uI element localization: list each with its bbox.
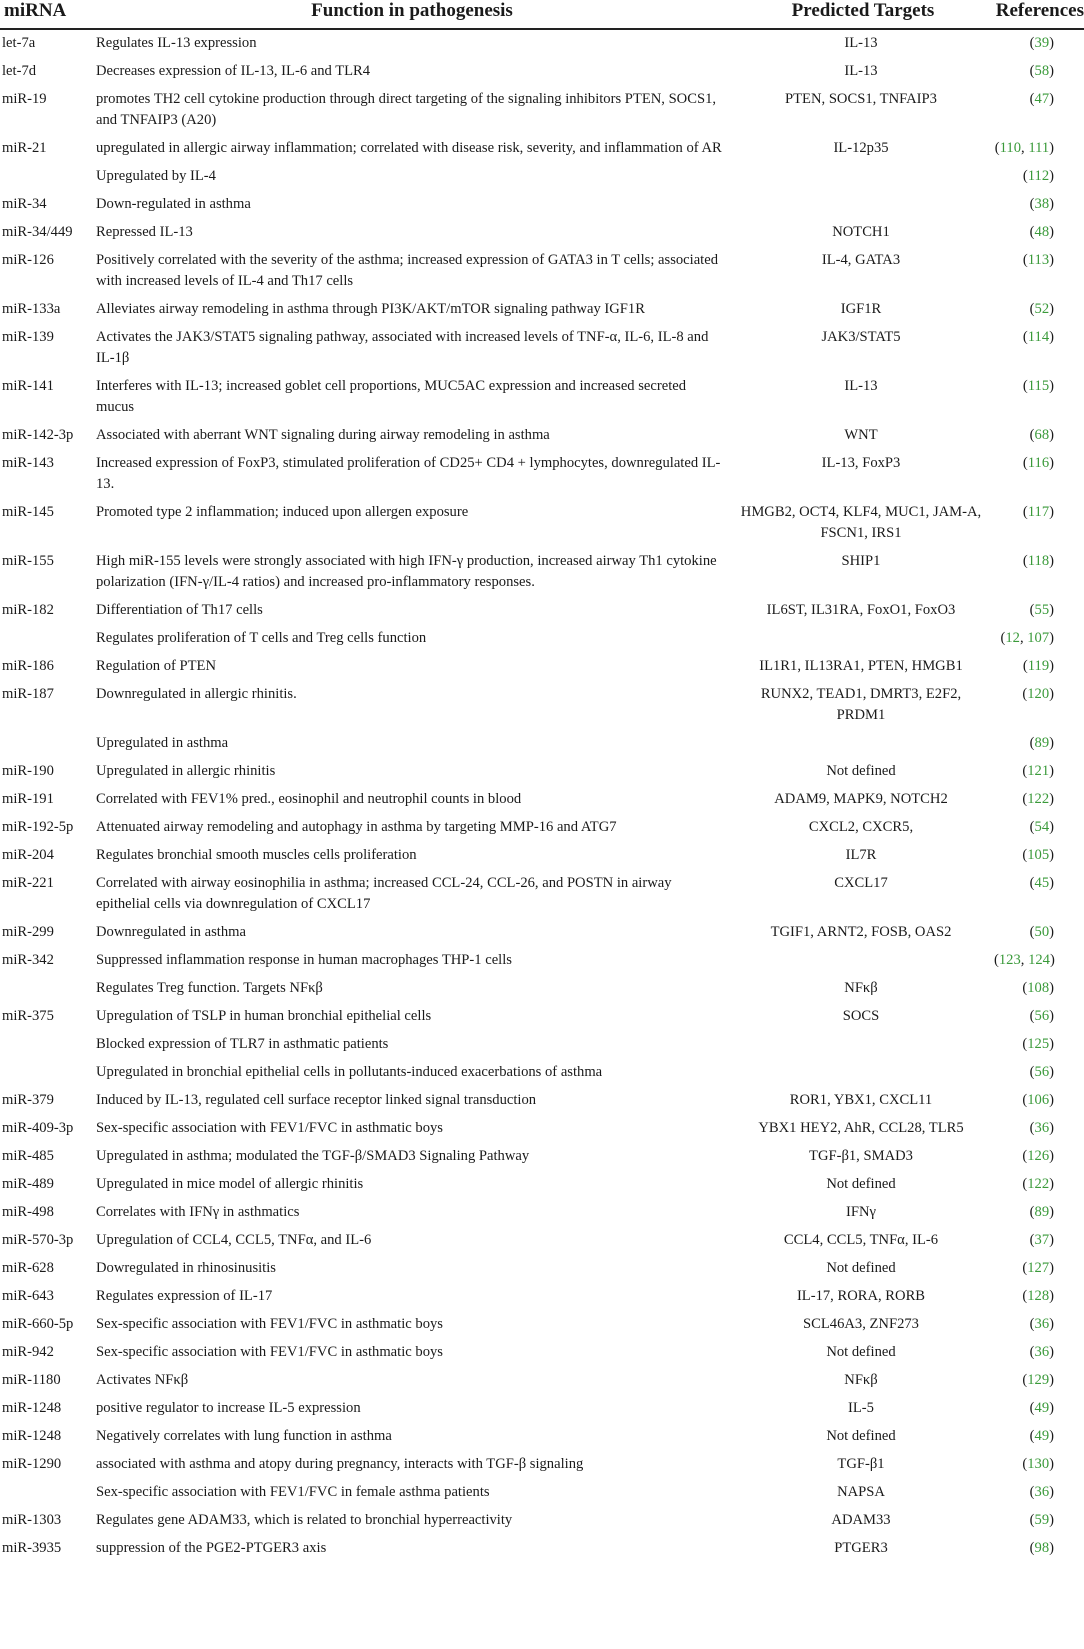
targets-cell: Not defined [826, 763, 896, 779]
table-row [0, 1255, 1084, 1283]
table-row [0, 758, 1084, 786]
reference-link[interactable]: 107 [1027, 630, 1050, 646]
references-cell: (108) [1022, 980, 1054, 996]
targets-cell: TGIF1, ARNT2, FOSB, OAS2 [770, 924, 952, 940]
table-row [0, 1115, 1084, 1143]
reference-link[interactable]: 56 [1034, 1064, 1050, 1080]
targets-cell: RUNX2, TEAD1, DMRT3, E2F2, PRDM1 [760, 686, 962, 723]
mirna-cell: miR-485 [2, 1148, 54, 1164]
function-cell: Regulates gene ADAM33, which is related to bronchial hyperreactivity [96, 1512, 513, 1528]
references-cell: (130) [1022, 1456, 1054, 1472]
reference-link[interactable]: 48 [1034, 224, 1050, 240]
function-cell: Induced by IL-13, regulated cell surface receptor linked signal transduction [96, 1092, 537, 1108]
reference-link[interactable]: 108 [1027, 980, 1050, 996]
table-row [0, 842, 1084, 870]
targets-cell: IGF1R [840, 301, 882, 317]
reference-link[interactable]: 56 [1034, 1008, 1050, 1024]
mirna-cell: miR-570-3p [2, 1232, 74, 1248]
function-cell: associated with asthma and atopy during pregnancy, interacts with TGF-β signaling [96, 1456, 584, 1472]
references-cell: (118) [1022, 553, 1054, 569]
function-cell: promotes TH2 cell cytokine production through direct targeting of the signaling inhibitors PTEN, SOCS1, and TNFAIP3 (A20) [96, 91, 717, 128]
references-cell: (116) [1022, 455, 1054, 471]
references-cell: (125) [1022, 1036, 1054, 1052]
reference-link[interactable]: 127 [1027, 1260, 1050, 1276]
references-cell: (110, 111) [994, 140, 1054, 156]
mirna-cell: miR-143 [2, 455, 54, 471]
function-cell: Regulates expression of IL-17 [96, 1288, 273, 1304]
references-cell: (36) [1029, 1484, 1054, 1500]
mirna-cell: miR-126 [2, 252, 54, 268]
mirna-cell: miR-375 [2, 1008, 54, 1024]
mirna-cell: miR-1180 [2, 1372, 61, 1388]
references-cell: (114) [1022, 329, 1054, 345]
table-row [0, 653, 1084, 681]
table-row [0, 219, 1084, 247]
references-cell: (115) [1022, 378, 1054, 394]
mirna-cell: let-7d [2, 63, 37, 79]
reference-link[interactable]: 112 [1027, 168, 1050, 184]
table-row [0, 1031, 1084, 1059]
references-cell: (54) [1029, 819, 1054, 835]
references-cell: (89) [1029, 1204, 1054, 1220]
reference-link[interactable]: 39 [1034, 35, 1050, 51]
table-row [0, 1367, 1084, 1395]
reference-link[interactable]: 47 [1034, 91, 1050, 107]
targets-cell [732, 730, 994, 758]
function-cell: Sex-specific association with FEV1/FVC in asthmatic boys [96, 1120, 443, 1136]
table-row [0, 947, 1084, 975]
reference-link[interactable]: 89 [1034, 1204, 1050, 1220]
reference-link[interactable]: 120 [1027, 686, 1050, 702]
table-row [0, 1283, 1084, 1311]
header-references: References [994, 0, 1084, 29]
mirna-cell: miR-133a [2, 301, 61, 317]
mirna-cell: miR-192-5p [2, 819, 74, 835]
references-cell: (120) [1022, 686, 1054, 702]
references-cell: (127) [1022, 1260, 1054, 1276]
targets-cell: IL-4, GATA3 [821, 252, 901, 268]
targets-cell: TGF-β1 [837, 1456, 885, 1472]
function-cell: Sex-specific association with FEV1/FVC in asthmatic boys [96, 1316, 443, 1332]
mirna-cell: miR-182 [2, 602, 54, 618]
mirna-cell: miR-1248 [2, 1400, 62, 1416]
references-cell: (39) [1029, 35, 1054, 51]
targets-cell: PTGER3 [834, 1540, 888, 1556]
targets-cell: IL-13 [844, 378, 878, 394]
function-cell: Upregulated in bronchial epithelial cells in pollutants-induced exacerbations of asthma [96, 1064, 603, 1080]
targets-cell: SHIP1 [841, 553, 881, 569]
reference-link[interactable]: 110 [999, 140, 1022, 156]
function-cell: Sex-specific association with FEV1/FVC in female asthma patients [96, 1484, 490, 1500]
reference-link[interactable]: 117 [1027, 504, 1050, 520]
function-cell: Upregulated in mice model of allergic rhinitis [96, 1176, 364, 1192]
function-cell: Associated with aberrant WNT signaling during airway remodeling in asthma [96, 427, 550, 443]
function-cell: Upregulated in asthma; modulated the TGF-β/SMAD3 Signaling Pathway [96, 1148, 530, 1164]
mirna-cell: miR-3935 [2, 1540, 62, 1556]
mirna-cell: miR-628 [2, 1260, 54, 1276]
reference-link[interactable]: 49 [1034, 1428, 1050, 1444]
table-row [0, 1339, 1084, 1367]
targets-cell: SOCS [842, 1008, 880, 1024]
function-cell: Upregulated by IL-4 [96, 168, 216, 184]
reference-link[interactable]: 106 [1027, 1092, 1050, 1108]
table-row [0, 135, 1084, 163]
function-cell: Negatively correlates with lung function in asthma [96, 1428, 392, 1444]
mirna-cell: miR-141 [2, 378, 54, 394]
mirna-cell: miR-498 [2, 1204, 54, 1220]
table-row [0, 58, 1084, 86]
references-cell: (89) [1029, 735, 1054, 751]
function-cell: Upregulation of CCL4, CCL5, TNFα, and IL-6 [96, 1232, 372, 1248]
targets-cell: IL-13, FoxP3 [821, 455, 901, 471]
function-cell: positive regulator to increase IL-5 expression [96, 1400, 361, 1416]
targets-cell: CXCL2, CXCR5, [808, 819, 914, 835]
table-row [0, 919, 1084, 947]
targets-cell: IL-12p35 [833, 140, 889, 156]
mirna-cell [0, 975, 92, 1003]
targets-cell: Not defined [826, 1176, 896, 1192]
references-cell: (128) [1022, 1288, 1054, 1304]
mirna-cell: miR-190 [2, 763, 54, 779]
function-cell: Blocked expression of TLR7 in asthmatic patients [96, 1036, 389, 1052]
function-cell: Activates NFκβ [96, 1372, 189, 1388]
mirna-cell: miR-342 [2, 952, 54, 968]
targets-cell: IL-13 [844, 63, 878, 79]
table-row [0, 163, 1084, 191]
reference-link[interactable]: 114 [1027, 329, 1050, 345]
references-cell: (47) [1029, 91, 1054, 107]
references-cell: (49) [1029, 1428, 1054, 1444]
table-row [0, 247, 1084, 296]
mirna-cell: miR-21 [2, 140, 47, 156]
references-cell: (117) [1022, 504, 1054, 520]
reference-link[interactable]: 54 [1034, 819, 1050, 835]
table-row [0, 1451, 1084, 1479]
function-cell: Correlated with airway eosinophilia in asthma; increased CCL-24, CCL-26, and POSTN in airway epithelial cells via downregulation of CXCL17 [96, 875, 672, 912]
reference-link[interactable]: 125 [1027, 1036, 1050, 1052]
targets-cell: IL-17, RORA, RORB [796, 1288, 926, 1304]
targets-cell: NOTCH1 [832, 224, 890, 240]
targets-cell: ADAM9, MAPK9, NOTCH2 [774, 791, 948, 807]
table-row [0, 870, 1084, 919]
mirna-cell [0, 1059, 92, 1087]
mirna-cell: miR-1248 [2, 1428, 62, 1444]
reference-link[interactable]: 36 [1034, 1344, 1050, 1360]
function-cell: Alleviates airway remodeling in asthma through PI3K/AKT/mTOR signaling pathway IGF1R [96, 301, 645, 317]
table-row [0, 1171, 1084, 1199]
reference-link[interactable]: 115 [1027, 378, 1050, 394]
references-cell: (112) [1022, 168, 1054, 184]
references-cell: (56) [1029, 1064, 1054, 1080]
reference-link[interactable]: 129 [1027, 1372, 1050, 1388]
reference-link[interactable]: 36 [1034, 1120, 1050, 1136]
mirna-cell: miR-187 [2, 686, 54, 702]
reference-link[interactable]: 36 [1034, 1316, 1050, 1332]
function-cell: Downregulated in asthma [96, 924, 246, 940]
table-row [0, 296, 1084, 324]
table-row [0, 1479, 1084, 1507]
reference-link[interactable]: 128 [1027, 1288, 1050, 1304]
targets-cell: CCL4, CCL5, TNFα, IL-6 [783, 1232, 939, 1248]
table-row [0, 1143, 1084, 1171]
function-cell: upregulated in allergic airway inflammation; correlated with disease risk, severity, and inflammation of AR [96, 140, 722, 156]
table-row [0, 1423, 1084, 1451]
mirna-cell: miR-34/449 [2, 224, 73, 240]
mirna-cell: miR-660-5p [2, 1316, 74, 1332]
references-cell: (36) [1029, 1120, 1054, 1136]
reference-link[interactable]: 37 [1034, 1232, 1050, 1248]
targets-cell: SCL46A3, ZNF273 [803, 1316, 919, 1332]
table-row [0, 422, 1084, 450]
mirna-cell [0, 730, 92, 758]
mirna-cell: miR-221 [2, 875, 54, 891]
reference-link[interactable]: 122 [1027, 1176, 1050, 1192]
targets-cell: Not defined [826, 1260, 896, 1276]
targets-cell [732, 1059, 994, 1087]
reference-link[interactable]: 89 [1034, 735, 1050, 751]
references-cell: (52) [1029, 301, 1054, 317]
references-cell: (122) [1022, 791, 1054, 807]
table-row [0, 1311, 1084, 1339]
mirna-cell: miR-204 [2, 847, 54, 863]
mirna-cell [0, 1031, 92, 1059]
mirna-cell: miR-409-3p [2, 1120, 74, 1136]
header-function: Function in pathogenesis [92, 0, 732, 29]
table-row [0, 1087, 1084, 1115]
header-row [0, 0, 1084, 29]
function-cell: Attenuated airway remodeling and autophagy in asthma by targeting MMP-16 and ATG7 [96, 819, 617, 835]
mirna-cell: miR-155 [2, 553, 54, 569]
function-cell: Downregulated in allergic rhinitis. [96, 686, 297, 702]
function-cell: Correlated with FEV1% pred., eosinophil and neutrophil counts in blood [96, 791, 522, 807]
references-cell: (50) [1029, 924, 1054, 940]
mirna-cell: miR-145 [2, 504, 54, 520]
function-cell: suppression of the PGE2-PTGER3 axis [96, 1540, 327, 1556]
function-cell: Decreases expression of IL-13, IL-6 and TLR4 [96, 63, 371, 79]
reference-link[interactable]: 52 [1034, 301, 1050, 317]
table-row [0, 1059, 1084, 1087]
targets-cell: Not defined [826, 1344, 896, 1360]
table-body [0, 29, 1084, 1563]
targets-cell: NFκβ [844, 1372, 878, 1388]
mirna-cell: miR-186 [2, 658, 54, 674]
header-targets: Predicted Targets [732, 0, 994, 29]
references-cell: (55) [1029, 602, 1054, 618]
table-row [0, 86, 1084, 135]
function-cell: Sex-specific association with FEV1/FVC in asthmatic boys [96, 1344, 443, 1360]
function-cell: Regulates IL-13 expression [96, 35, 257, 51]
table-row [0, 786, 1084, 814]
targets-cell: IL-5 [848, 1400, 874, 1416]
reference-link[interactable]: 121 [1027, 763, 1050, 779]
function-cell: Upregulated in allergic rhinitis [96, 763, 276, 779]
function-cell: Regulation of PTEN [96, 658, 216, 674]
targets-cell [732, 947, 994, 975]
mirna-cell [0, 1479, 92, 1507]
reference-link[interactable]: 45 [1034, 875, 1050, 891]
function-cell: Dowregulated in rhinosinusitis [96, 1260, 276, 1276]
targets-cell: CXCL17 [834, 875, 888, 891]
references-cell: (68) [1029, 427, 1054, 443]
table-row [0, 1199, 1084, 1227]
references-cell: (48) [1029, 224, 1054, 240]
table-row [0, 29, 1084, 58]
targets-cell: PTEN, SOCS1, TNFAIP3 [785, 91, 937, 107]
targets-cell: HMGB2, OCT4, KLF4, MUC1, JAM-A, FSCN1, IRS1 [740, 504, 982, 541]
targets-cell: YBX1 HEY2, AhR, CCL28, TLR5 [758, 1120, 964, 1136]
table-row [0, 814, 1084, 842]
function-cell: Interferes with IL-13; increased goblet cell proportions, MUC5AC expression and increased secreted mucus [96, 378, 687, 415]
function-cell: Upregulation of TSLP in human bronchial epithelial cells [96, 1008, 432, 1024]
references-cell: (105) [1022, 847, 1054, 863]
references-cell: (121) [1022, 763, 1054, 779]
table-row [0, 625, 1084, 653]
reference-link[interactable]: 118 [1027, 553, 1050, 569]
references-cell: (123, 124) [994, 952, 1055, 968]
reference-link[interactable]: 124 [1028, 952, 1050, 968]
function-cell: Correlates with IFNγ in asthmatics [96, 1204, 300, 1220]
function-cell: Differentiation of Th17 cells [96, 602, 263, 618]
reference-link[interactable]: 38 [1034, 196, 1050, 212]
mirna-cell: miR-942 [2, 1344, 54, 1360]
reference-link[interactable]: 98 [1034, 1540, 1050, 1556]
function-cell: High miR-155 levels were strongly associated with high IFN-γ production, increased airway Th1 cytokine polarization (IFN-γ/IL-4 ratios) and increased pro-inflammatory responses. [96, 553, 717, 590]
mirna-cell [0, 163, 92, 191]
reference-link[interactable]: 113 [1027, 252, 1050, 268]
targets-cell: IL7R [845, 847, 877, 863]
reference-link[interactable]: 59 [1034, 1512, 1050, 1528]
reference-link[interactable]: 105 [1027, 847, 1050, 863]
references-cell: (49) [1029, 1400, 1054, 1416]
mirna-cell: miR-139 [2, 329, 54, 345]
targets-cell: WNT [844, 427, 878, 443]
table-row [0, 373, 1084, 422]
reference-link[interactable]: 119 [1027, 658, 1050, 674]
function-cell: Promoted type 2 inflammation; induced upon allergen exposure [96, 504, 469, 520]
reference-link[interactable]: 111 [1028, 140, 1050, 156]
function-cell: Down-regulated in asthma [96, 196, 251, 212]
targets-cell: TGF-β1, SMAD3 [809, 1148, 913, 1164]
references-cell: (36) [1029, 1316, 1054, 1332]
reference-link[interactable]: 126 [1027, 1148, 1050, 1164]
function-cell: Suppressed inflammation response in human macrophages THP-1 cells [96, 952, 512, 968]
references-cell: (36) [1029, 1344, 1054, 1360]
table-row [0, 1507, 1084, 1535]
references-cell: (106) [1022, 1092, 1054, 1108]
targets-cell [732, 625, 994, 653]
table-row [0, 1535, 1084, 1563]
mirna-cell: miR-299 [2, 924, 54, 940]
table-row [0, 450, 1084, 499]
table-row [0, 499, 1084, 548]
table-row [0, 1395, 1084, 1423]
references-cell: (119) [1022, 658, 1054, 674]
table-row [0, 730, 1084, 758]
table-row [0, 1227, 1084, 1255]
reference-link[interactable]: 116 [1027, 455, 1050, 471]
references-cell: (38) [1029, 196, 1054, 212]
targets-cell [732, 191, 994, 219]
targets-cell: ROR1, YBX1, CXCL11 [789, 1092, 933, 1108]
targets-cell: IL6ST, IL31RA, FoxO1, FoxO3 [766, 602, 956, 618]
reference-link[interactable]: 122 [1027, 791, 1050, 807]
reference-link[interactable]: 36 [1034, 1484, 1050, 1500]
references-cell: (45) [1029, 875, 1054, 891]
function-cell: Increased expression of FoxP3, stimulated proliferation of CD25+ CD4 + lymphocytes, downregulated IL-13. [96, 455, 721, 492]
references-cell: (113) [1022, 252, 1054, 268]
mirna-cell: miR-643 [2, 1288, 54, 1304]
table-row [0, 975, 1084, 1003]
reference-link[interactable]: 130 [1027, 1456, 1050, 1472]
references-cell: (126) [1022, 1148, 1054, 1164]
mirna-cell: miR-19 [2, 91, 47, 107]
references-cell: (12, 107) [1000, 630, 1054, 646]
mirna-cell: miR-1290 [2, 1456, 62, 1472]
targets-cell: IFNγ [846, 1204, 876, 1220]
reference-link[interactable]: 50 [1034, 924, 1050, 940]
table-row [0, 191, 1084, 219]
targets-cell: JAK3/STAT5 [821, 329, 901, 345]
reference-link[interactable]: 123 [998, 952, 1021, 968]
targets-cell: IL-13 [844, 35, 878, 51]
mirna-cell: miR-489 [2, 1176, 54, 1192]
table-row [0, 548, 1084, 597]
table-row [0, 681, 1084, 730]
targets-cell: IL1R1, IL13RA1, PTEN, HMGB1 [759, 658, 963, 674]
references-cell: (56) [1029, 1008, 1054, 1024]
reference-link[interactable]: 58 [1034, 63, 1050, 79]
function-cell: Positively correlated with the severity of the asthma; increased expression of GATA3 in T cells; associated with increased levels of IL-4 and Th17 cells [96, 252, 719, 289]
targets-cell [732, 163, 994, 191]
function-cell: Regulates bronchial smooth muscles cells proliferation [96, 847, 417, 863]
table-row [0, 597, 1084, 625]
references-cell: (129) [1022, 1372, 1054, 1388]
reference-link[interactable]: 12 [1005, 630, 1020, 646]
reference-link[interactable]: 55 [1034, 602, 1050, 618]
function-cell: Regulates proliferation of T cells and Treg cells function [96, 630, 427, 646]
function-cell: Upregulated in asthma [96, 735, 229, 751]
mirna-cell: let-7a [2, 35, 36, 51]
targets-cell: ADAM33 [831, 1512, 891, 1528]
function-cell: Regulates Treg function. Targets NFκβ [96, 980, 323, 996]
table-row [0, 324, 1084, 373]
reference-link[interactable]: 49 [1034, 1400, 1050, 1416]
references-cell: (59) [1029, 1512, 1054, 1528]
references-cell: (98) [1029, 1540, 1054, 1556]
mirna-cell: miR-34 [2, 196, 47, 212]
mirna-cell: miR-191 [2, 791, 54, 807]
function-cell: Repressed IL-13 [96, 224, 193, 240]
function-cell: Activates the JAK3/STAT5 signaling pathway, associated with increased levels of TNF-α, IL-6, IL-8 and IL-1β [96, 329, 709, 366]
mirna-cell [0, 625, 92, 653]
targets-cell: NAPSA [837, 1484, 885, 1500]
header-mirna: miRNA [0, 0, 92, 29]
references-cell: (122) [1022, 1176, 1054, 1192]
reference-link[interactable]: 68 [1034, 427, 1050, 443]
mirna-cell: miR-142-3p [2, 427, 74, 443]
references-cell: (58) [1029, 63, 1054, 79]
table-row [0, 1003, 1084, 1031]
mirna-cell: miR-379 [2, 1092, 54, 1108]
targets-cell: Not defined [826, 1428, 896, 1444]
targets-cell [732, 1031, 994, 1059]
targets-cell: NFκβ [844, 980, 878, 996]
mirna-cell: miR-1303 [2, 1512, 62, 1528]
references-cell: (37) [1029, 1232, 1054, 1248]
